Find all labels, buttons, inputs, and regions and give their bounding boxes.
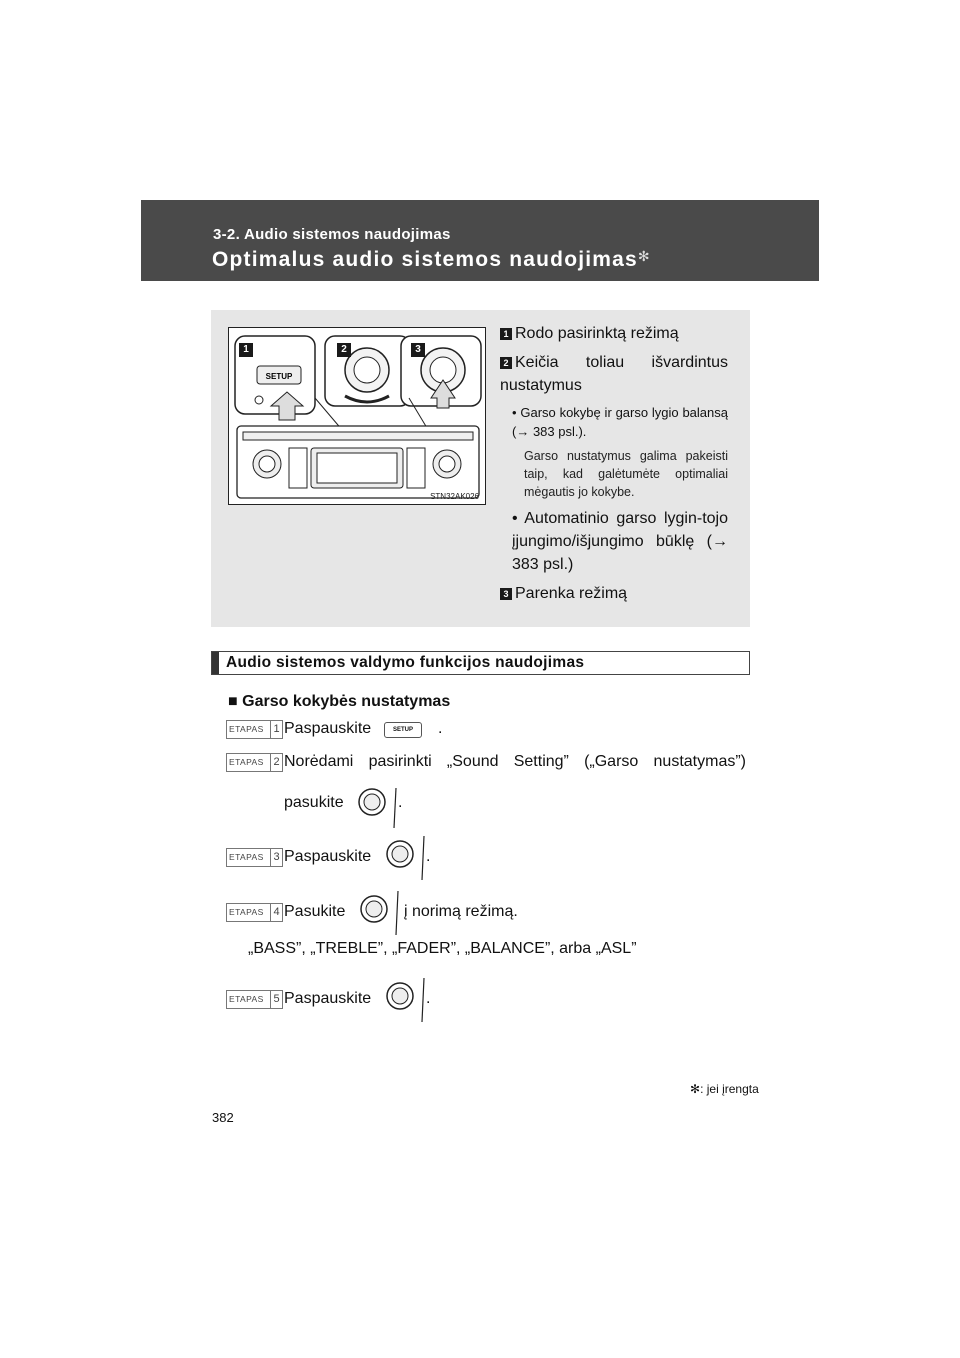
legend-bullet-2-text: Automatinio garso lygin-tojo įjungimo/išjungimo būklę (→ 383 psl.) <box>512 510 728 573</box>
legend-bullet-1-text: Garso kokybę ir garso lygio balansą (→ 383 psl.). <box>512 405 728 439</box>
tune-knob-icon <box>384 976 431 1024</box>
footnote <box>690 1082 759 1096</box>
callout-3: 3 <box>411 343 425 357</box>
subheading <box>228 693 450 711</box>
step-3-text: Paspauskite <box>284 848 372 865</box>
callout-3-badge: 3 <box>500 588 512 600</box>
legend-bullet-2: • Automatinio garso lygin-tojo įjungimo/išjungimo būklę (→ 383 psl.) <box>512 510 728 573</box>
section-title-box <box>211 651 750 675</box>
asterisk-icon: ✻ <box>690 1082 701 1096</box>
step-4-text: Pasukite <box>284 903 346 920</box>
step-number: 2 <box>270 754 282 771</box>
step-number: 3 <box>270 849 282 866</box>
step-badge-2 <box>226 753 283 772</box>
setup-button-icon: SETUP <box>384 722 422 738</box>
legend-bullet-1: • Garso kokybę ir garso lygio balansą (→ 383 psl.). <box>512 405 728 439</box>
step-label: ETAPAS <box>229 724 264 734</box>
callout-2-badge: 2 <box>500 357 512 369</box>
tune-knob-icon <box>384 834 431 882</box>
legend <box>500 322 728 611</box>
step-2-text: Norėdami pasirinkti „Sound Setting” („Garso nustatymas”) <box>284 753 746 770</box>
legend-note: Garso nustatymus galima pakeisti taip, kad galėtumėte optimaliai mėgautis jo kokybe. <box>524 449 728 499</box>
audio-unit-drawing <box>229 328 485 504</box>
step-badge-3 <box>226 848 283 867</box>
step-label: ETAPAS <box>229 994 264 1004</box>
audio-panel-illustration <box>228 327 486 505</box>
step-label: ETAPAS <box>229 907 264 917</box>
step-2-text-2: pasukite <box>284 794 344 811</box>
page-number: 382 <box>212 1110 234 1125</box>
callout-2: 2 <box>337 343 351 357</box>
step-badge-4 <box>226 903 283 922</box>
step-2-end: . <box>398 794 403 811</box>
step-number: 1 <box>270 721 282 738</box>
step-1-end: . <box>438 720 443 737</box>
tune-knob-icon <box>356 786 403 830</box>
step-5-end: . <box>426 990 431 1007</box>
step-label: ETAPAS <box>229 757 264 767</box>
page-title <box>212 248 651 272</box>
step-label: ETAPAS <box>229 852 264 862</box>
step-4-end: į norimą režimą. <box>404 903 518 920</box>
asterisk-icon: ✻ <box>637 248 651 264</box>
footnote-text: : jei įrengta <box>700 1082 759 1096</box>
section-title-bar <box>212 652 219 674</box>
legend-item-1-text: Rodo pasirinktą režimą <box>515 325 679 342</box>
subheading-text: Garso kokybės nustatymas <box>242 693 451 710</box>
step-badge-5 <box>226 990 283 1009</box>
section-label: 3-2. Audio sistemos naudojimas <box>213 226 451 243</box>
section-title: Audio sistemos valdymo funkcijos naudojimas <box>226 654 585 671</box>
legend-item-3 <box>500 582 728 605</box>
page-title-text: Optimalus audio sistemos naudojimas <box>212 248 638 271</box>
legend-item-3-text: Parenka režimą <box>515 585 628 602</box>
legend-item-2-text: Keičia toliau išvardintus nustatymus <box>500 354 728 394</box>
figure-code: STN32AK026 <box>430 492 479 501</box>
square-bullet-icon: ■ <box>228 693 238 710</box>
step-number: 5 <box>270 991 282 1008</box>
legend-item-1 <box>500 322 728 345</box>
svg-text:SETUP: SETUP <box>265 372 293 381</box>
mode-options: „BASS”, „TREBLE”, „FADER”, „BALANCE”, arba „ASL” <box>248 940 637 957</box>
step-3-end: . <box>426 848 431 865</box>
step-5-text: Paspauskite <box>284 990 372 1007</box>
step-1-text: Paspauskite <box>284 720 372 737</box>
tune-knob-icon <box>358 889 402 937</box>
callout-1-badge: 1 <box>500 328 512 340</box>
step-badge-1 <box>226 720 283 739</box>
step-number: 4 <box>270 904 282 921</box>
legend-item-2 <box>500 351 728 397</box>
chapter-header <box>141 200 819 281</box>
callout-1: 1 <box>239 343 253 357</box>
info-panel <box>211 310 750 627</box>
